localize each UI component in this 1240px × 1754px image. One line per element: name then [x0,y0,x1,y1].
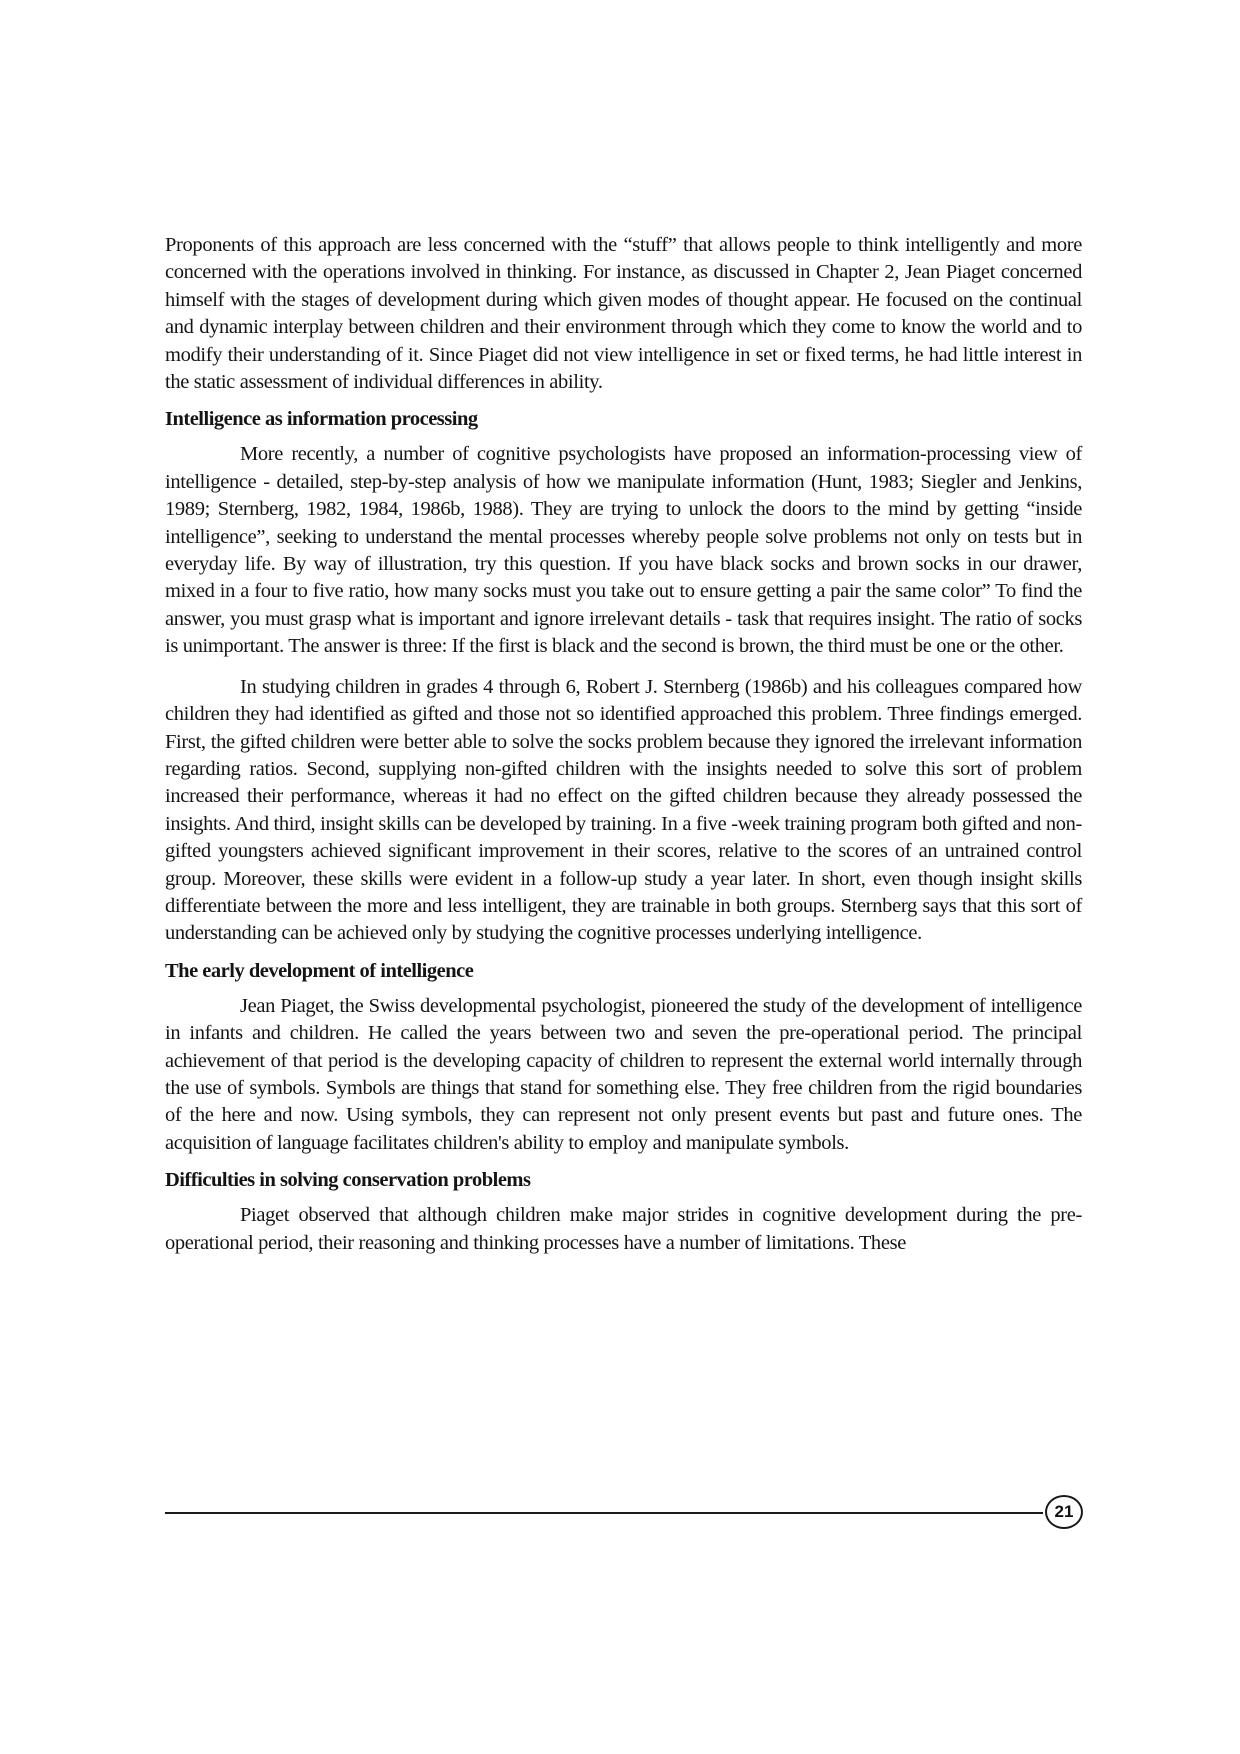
heading-information-processing: Intelligence as information processing [165,408,478,431]
heading-early-development: The early development of intelligence [165,959,474,982]
paragraph-early-development: Jean Piaget, the Swiss developmental psychologist, pioneered the study of the development of intelligence in infants and children. He called the years between two and seven the pre-operational period. The principal achievement of that period is the developing capacity of children to represent the external world internally through the use of symbols. Symbols are things that stand for something else. They free children from the rigid boundaries of the here and now. Using symbols, they can represent not only present events but past and future ones. The acquisition of language facilitates children's ability to employ and manipulate symbols. [165,994,1082,1154]
paragraph-piaget-approach: Proponents of this approach are less concerned with the “stuff” that allows people to think intelligently and more concerned with the operations involved in thinking. For instance, as discussed in Chapter 2, Jean Piaget concerned himself with the stages of development during which given modes of thought appear. He focused on the continual and dynamic interplay between children and their environment through which they come to know the world and to modify their understanding of it. Since Piaget did not view intelligence in set or fixed terms, he had little interest in the static assessment of individual differences in ability. [165,234,1082,394]
paragraph-sternberg-study: In studying children in grades 4 through 6, Robert J. Sternberg (1986b) and his colleagues compared how children they had identified as gifted and those not so identified approached this problem. Three findings emerged. First, the gifted children were better able to solve the socks problem because they ignored the irrelevant information regarding ratios. Second, supplying non-gifted children with the insights needed to solve this sort of problem increased their performance, whereas it had no effect on the gifted children because they already possessed the insights. And third, insight skills can be developed by training. In a five -week training program both gifted and non-gifted youngsters achieved significant improvement in their scores, relative to the scores of an untrained control group. Moreover, these skills were evident in a follow-up study a year later. In short, even though insight skills differentiate between the more and less intelligent, they are trainable in both groups. Sternberg says that this sort of understanding can be achieved only by studying the cognitive processes underlying intelligence. [165,675,1082,945]
page-footer [165,1495,1083,1529]
page-body [165,232,1082,1257]
footer-rule [165,1512,1043,1514]
paragraph-information-processing: More recently, a number of cognitive psychologists have proposed an information-processing view of intelligence - detailed, step-by-step analysis of how we manipulate information (Hunt, 1983; Siegler and Jenkins, 1989; Sternberg, 1982, 1984, 1986b, 1988). They are trying to unlock the doors to the mind by getting “inside intelligence”, seeking to understand the mental processes whereby people solve problems not only on tests but in everyday life. By way of illustration, try this question. If you have black socks and brown socks in our drawer, mixed in a four to five ratio, how many socks must you take out to ensure getting a pair the same color” To find the answer, you must grasp what is important and ignore irrelevant details - task that requires insight. The ratio of socks is unimportant. The answer is three: If the first is black and the second is brown, the third must be one or the other. [165,443,1082,658]
page-number-badge: 21 [1045,1495,1083,1529]
paragraph-conservation-problems: Piaget observed that although children make major strides in cognitive development during the pre-operational period, their reasoning and thinking processes have a number of limitations. These [165,1204,1082,1254]
heading-conservation-problems: Difficulties in solving conservation problems [165,1169,531,1192]
